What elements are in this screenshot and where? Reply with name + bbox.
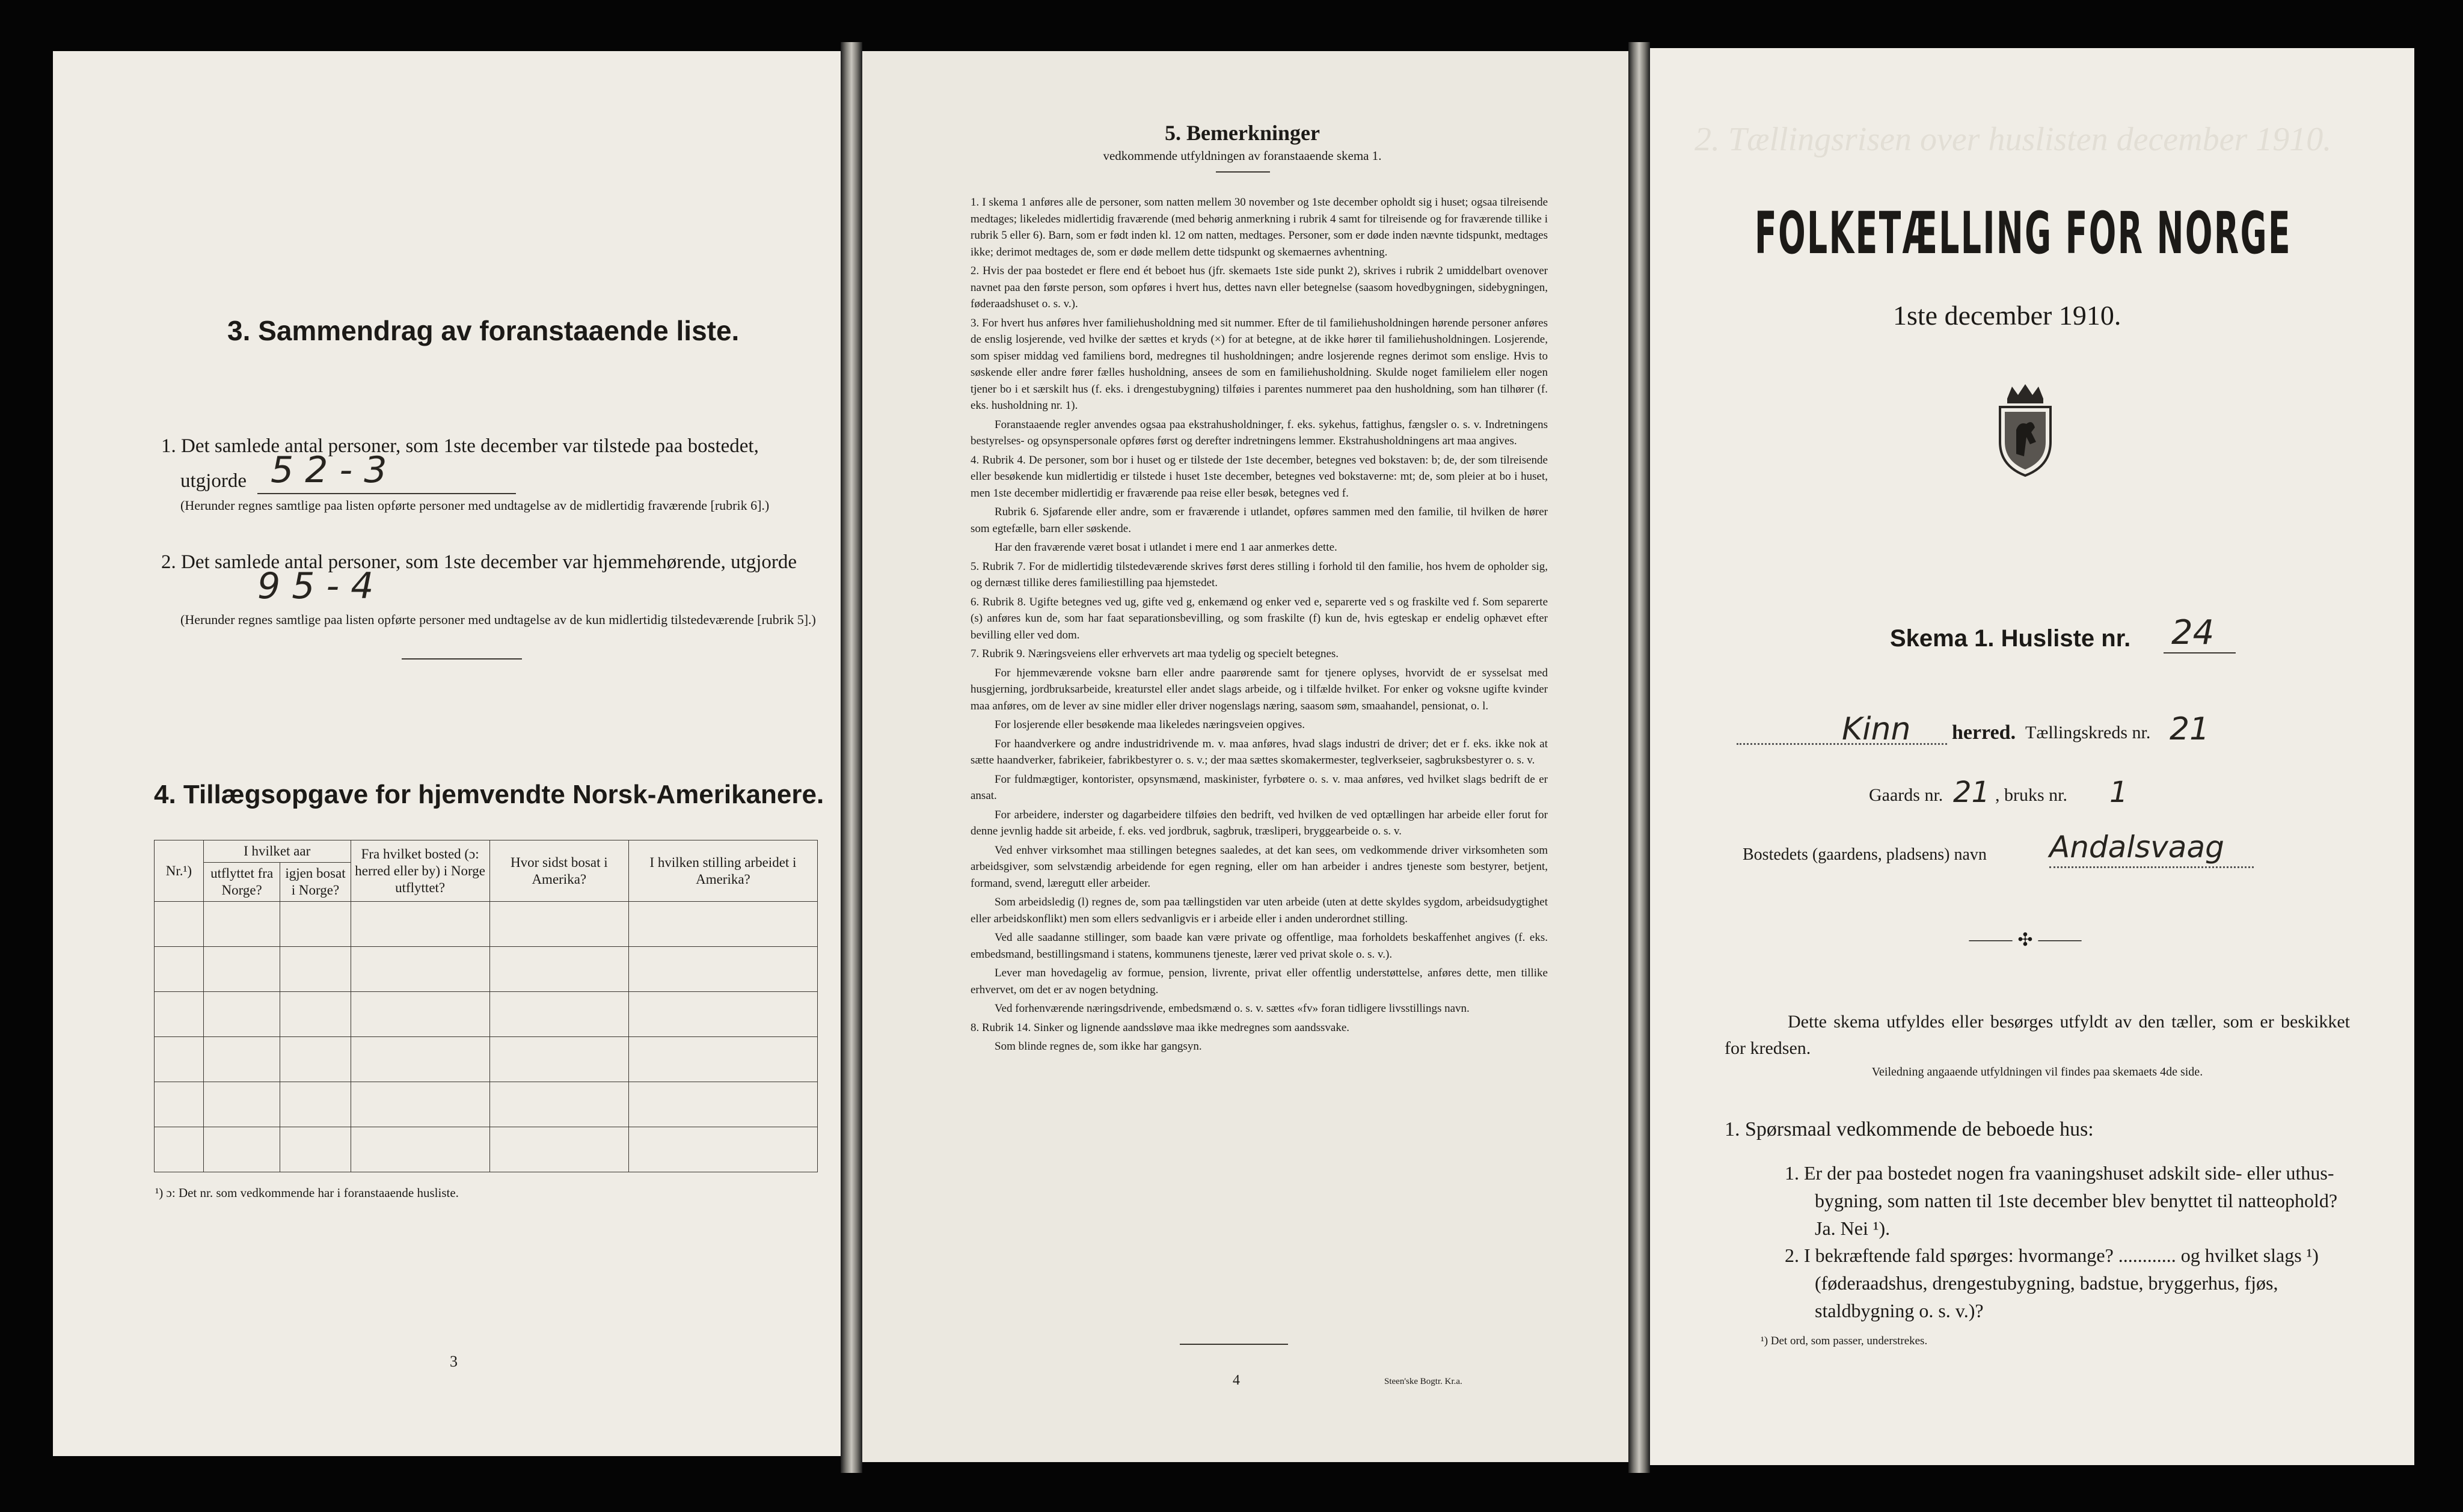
bosted-fill-line: [2049, 866, 2254, 868]
table-row: [155, 902, 818, 947]
title-divider: [1216, 171, 1270, 173]
bemerkninger-body: [971, 194, 1548, 1057]
printer-mark: Steen'ske Bogtr. Kr.a.: [1384, 1377, 1462, 1386]
instruction-note: Veiledning angaaende utfyldningen vil findes paa skemaets 4de side.: [1871, 1065, 2203, 1079]
bemerkninger-subtitle: vedkommende utfyldningen av foranstaaende skema 1.: [1103, 148, 1382, 163]
remark-paragraph: For arbeidere, inderster og dagarbeidere tilføies den bedrift, ved hvilken de ved optællingen har arbeide eller forut for denne jevnlig hadde sit arbeide, f. eks. ved jordbruk, sagbruk, træsliperi, bryggearbeide o. s. v.: [971, 808, 1548, 837]
remark-paragraph: Foranstaaende regler anvendes ogsaa paa ekstrahusholdninger, f. eks. sykehus, fattighus, fængsler o. s. v. Indretningens bestyrelses- og opsynspersonale opføres først og derefter indretningens lemmer. Ekstrahusholdningens art maa angives.: [971, 418, 1548, 447]
end-divider: [1180, 1344, 1288, 1345]
col-fra: Fra hvilket bosted (ɔ: herred eller by) i Norge utflyttet?: [351, 840, 489, 902]
question-heading: 1. Spørsmaal vedkommende de beboede hus:: [1725, 1118, 2094, 1140]
page-right: [1634, 48, 2414, 1465]
item2-handwritten: 9 5 - 4: [257, 565, 374, 607]
remark-paragraph: For fuldmægtiger, kontorister, opsynsmænd, maskinister, fyrbøtere o. s. v. maa anføres, ved hvilket slags bedrift de er ansat.: [971, 773, 1548, 802]
table-row: [155, 992, 818, 1037]
remark-paragraph: 5. Rubrik 7. For de midlertidig tilstedeværende skrives først deres stilling i forhold til den familie, hos hvem de opholder sig, og dernæst tillike deres familiestilling paa hjemstedet.: [971, 560, 1548, 589]
remark-paragraph: Ved alle saadanne stillinger, som baade kan være private og offentlige, maa forholdets beskaffenhet angives (f. eks. embedsmand, bestillingsmand i statens, kommunens tjeneste, lærer ved privat skole o. s. v.).: [971, 931, 1548, 961]
remark-paragraph: Har den fraværende været bosat i utlandet i mere end 1 aar anmerkes dette.: [995, 541, 1337, 554]
page-left: [53, 51, 851, 1456]
remark-paragraph: Som arbeidsledig (l) regnes de, som paa tællingstiden var uten arbeide (uten at dette skyldes sygdom, arbeidsudygtighet eller arbeidskonflikt) men som ellers sedvanligvis er i arbeide eller i anden underordnet stilling.: [971, 896, 1548, 925]
bruks-handwritten: 1: [2109, 776, 2128, 809]
item1-text: 1. Det samlede antal personer, som 1ste december var tilstede paa bostedet,: [161, 435, 759, 457]
remark-paragraph: For hjemmeværende voksne barn eller andre paarørende samt for tjenere oplyses, hvorvidt de er sysselsat med husgjerning, jordbruksarbeide, kreaturstel eller andet slags arbeide, og i tilfælde hvilket. For enker og voksne ugifte kvinder maa anføres, om de lever av sine midler eller driver nogenslags næring, saasom søm, smaahandel, pensionat, o. l.: [971, 666, 1548, 712]
remark-paragraph: 3. For hvert hus anføres hver familiehusholdning med sit nummer. Efter de til familiehusholdningen hørende personer anføres de enslig losjerende, ved hvilke der sættes et kryds (×) for at betegne, at de ikke hører til familiehusholdningen. Losjerende, som spiser middag ved familiens bord, medregnes til husholdningen; andre losjerende regnes derimot som enslige. Hvis to søskende eller andre fører fælles husholdning, ansees de som en familiehusholdning. Skulde noget familielem eller nogen tjener bo i et særskilt hus (f. eks. i drengestubygning) tilføies i parentes nummeret paa den husholdning, som han tilhører (f. eks. husholdning nr. 1).: [971, 316, 1548, 412]
bosted-handwritten: Andalsvaag: [2049, 830, 2224, 865]
ornament-divider: ⸻ ✣ ⸻: [1968, 930, 2082, 950]
schema-label: Skema 1. Husliste nr.: [1890, 625, 2131, 652]
section3-title: 3. Sammendrag av foranstaaende liste.: [227, 315, 740, 346]
main-title: FOLKETÆLLING FOR NORGE: [1755, 200, 2292, 267]
item2-text: 2. Det samlede antal personer, som 1ste december var hjemmehørende, utgjorde: [161, 551, 797, 573]
remark-paragraph: 7. Rubrik 9. Næringsveiens eller erhvervets art maa tydelig og specielt betegnes.: [971, 647, 1339, 660]
col-nr: Nr.¹): [155, 840, 204, 902]
table-row: [155, 947, 818, 992]
krets-handwritten: 21: [2170, 711, 2210, 747]
question-2: 2. I bekræftende fald spørges: hvormange? ............ og hvilket slags ¹) (føderaadshus, drengestubygning, badstue, bryggerhus, fjøs, staldbygning o. s. v.)?: [1785, 1244, 2319, 1321]
col-stilling: I hvilken stilling arbeidet i Amerika?: [628, 840, 817, 902]
remark-paragraph: Lever man hovedagelig av formue, pension, livrente, privat eller offentlig understøttelse, anføres dette, men tillike erhvervet, om det er av nogen betydning.: [971, 967, 1548, 996]
instruction-text: Dette skema utfyldes eller besørges utfyldt av den tæller, som er beskikket for kredsen.: [1725, 1012, 2350, 1058]
gaards-label: Gaards nr.: [1869, 785, 1943, 805]
item1-utgjorde: utgjorde: [180, 470, 247, 492]
spine-fold-right: [1628, 42, 1650, 1473]
item1-fill-line: [257, 493, 516, 494]
table-row: [155, 1127, 818, 1172]
col-group: I hvilket aar: [203, 840, 351, 863]
page-number: 3: [450, 1353, 458, 1370]
remark-paragraph: For losjerende eller besøkende maa likeledes næringsveien opgives.: [995, 718, 1305, 731]
herred-handwritten: Kinn: [1842, 711, 1911, 747]
item2-note: (Herunder regnes samtlige paa listen opførte personer med undtagelse av de kun midlertidig tilstedeværende [rubrik 5].): [180, 612, 816, 627]
col-utflyttet: utflyttet fra Norge?: [203, 863, 280, 902]
schema-handwritten: 24: [2171, 613, 2215, 652]
divider: [402, 658, 522, 660]
right-footnote: ¹) Det ord, som passer, understrekes.: [1761, 1335, 1928, 1347]
remark-paragraph: For haandverkere og andre industridrivende m. v. maa anføres, hvad slags industri de driver; det er f. eks. ikke nok at sætte haandverker, fabrikeier, fabrikbestyrer o. s. v.; der maa sættes skomakermester, teglverkseier, sagbruksbestyrer o. s. v.: [971, 737, 1548, 767]
remark-paragraph: 8. Rubrik 14. Sinker og lignende aandssløve maa ikke medregnes som aandssvake.: [971, 1021, 1350, 1034]
section4-title: 4. Tillægsopgave for hjemvendte Norsk-Amerikanere.: [154, 780, 824, 809]
spine-fold-left: [841, 42, 862, 1473]
col-hvor: Hvor sidst bosat i Amerika?: [489, 840, 628, 902]
col-igjen: igjen bosat i Norge?: [280, 863, 351, 902]
norsk-amerikanere-table: [154, 840, 818, 1172]
gaards-handwritten: 21: [1953, 776, 1990, 809]
bruks-label: , bruks nr.: [1995, 785, 2067, 805]
remark-paragraph: 6. Rubrik 8. Ugifte betegnes ved ug, gifte ved g, enkemænd og enker ved e, separerte ved s og fraskilte ved f. Som separerte (s) anføres kun de, som har faat separationsbevilling, og som fraskilte (f) kun de, hvis egteskap er endelig ophævet efter bevilling eller ved dom.: [971, 595, 1548, 641]
item1-note: (Herunder regnes samtlige paa listen opførte personer med undtagelse av de midlertidig fraværende [rubrik 6].): [180, 498, 770, 513]
herred-label: herred.: [1952, 721, 2016, 744]
remark-paragraph: Ved enhver virksomhet maa stillingen betegnes saaledes, at det kan sees, om vedkommende driver virksomheten som arbeidsgiver, som selvstændig arbeidende for egen regning, eller om han arbeider i andres tjeneste som bestyrer, betjent, formand, svend, læregutt eller arbeider.: [971, 843, 1548, 890]
census-date: 1ste december 1910.: [1893, 300, 2121, 331]
remark-paragraph: 1. I skema 1 anføres alle de personer, som natten mellem 30 november og 1ste december opholdt sig i huset; ogsaa tilreisende medtages; likeledes midlertidig fraværende (med behørig anmerkning i rubrik 4 samt for tilreisende og for fraværende tillike i rubrik 5 eller 6). Barn, som er født inden kl. 12 om natten, medtages. Personer, som er døde inden nævnte tidspunkt, medtages ikke; derimot medtages de, som er døde mellem dette tidspunkt og skemaernes avhentning.: [971, 196, 1548, 259]
table-row: [155, 1082, 818, 1127]
question-1: 1. Er der paa bostedet nogen fra vaaningshuset adskilt side- eller uthus-bygning, som natten til 1ste december blev benyttet til natteophold? Ja. Nei ¹).: [1785, 1162, 2338, 1239]
schema-fill-line: [2164, 652, 2236, 653]
page-middle: [843, 51, 1642, 1462]
remark-paragraph: 2. Hvis der paa bostedet er flere end ét beboet hus (jfr. skemaets 1ste side punkt 2), skrives i rubrik 2 umiddelbart ovenover navnet paa den første person, som opføres i hvert hus, dettes navn eller betegnelse (saasom hovedbygningen, sidebygningen, føderaadshuset o. s. v.).: [971, 265, 1548, 310]
table-footnote: ¹) ɔ: Det nr. som vedkommende har i foranstaaende husliste.: [155, 1186, 459, 1200]
page-number: 4: [1233, 1373, 1240, 1388]
bosted-label: Bostedets (gaardens, pladsens) navn: [1743, 845, 1987, 864]
faded-bleedthrough: 2. Tællingsrisen over huslisten december 1910.: [1695, 121, 2332, 158]
coat-of-arms-lion-icon: [1989, 382, 2061, 478]
bemerkninger-title: 5. Bemerkninger: [1165, 121, 1320, 145]
remark-paragraph: Ved forhenværende næringsdrivende, embedsmænd o. s. v. sættes «fv» foran tidligere livsstillings navn.: [995, 1002, 1470, 1015]
krets-label: Tællingskreds nr.: [2025, 723, 2151, 742]
remark-paragraph: 4. Rubrik 4. De personer, som bor i huset og er tilstede der 1ste december, betegnes ved bokstaven: b; de, der som tilreisende eller besøkende kun midlertidig er tilstede i huset 1ste december, betegnes ved bokstaverne: mt; de, som pleier at bo i huset, men 1ste december midlertidig er fraværende paa reise eller besøk, betegnes ved f.: [971, 453, 1548, 500]
remark-paragraph: Rubrik 6. Sjøfarende eller andre, som er fraværende i utlandet, opføres sammen med den familie, til hvilken de hører som egtefælle, barn eller søskende.: [971, 506, 1548, 535]
remark-paragraph: Som blinde regnes de, som ikke har gangsyn.: [995, 1040, 1202, 1053]
item1-handwritten: 5 2 - 3: [271, 449, 387, 491]
table-row: [155, 1037, 818, 1082]
